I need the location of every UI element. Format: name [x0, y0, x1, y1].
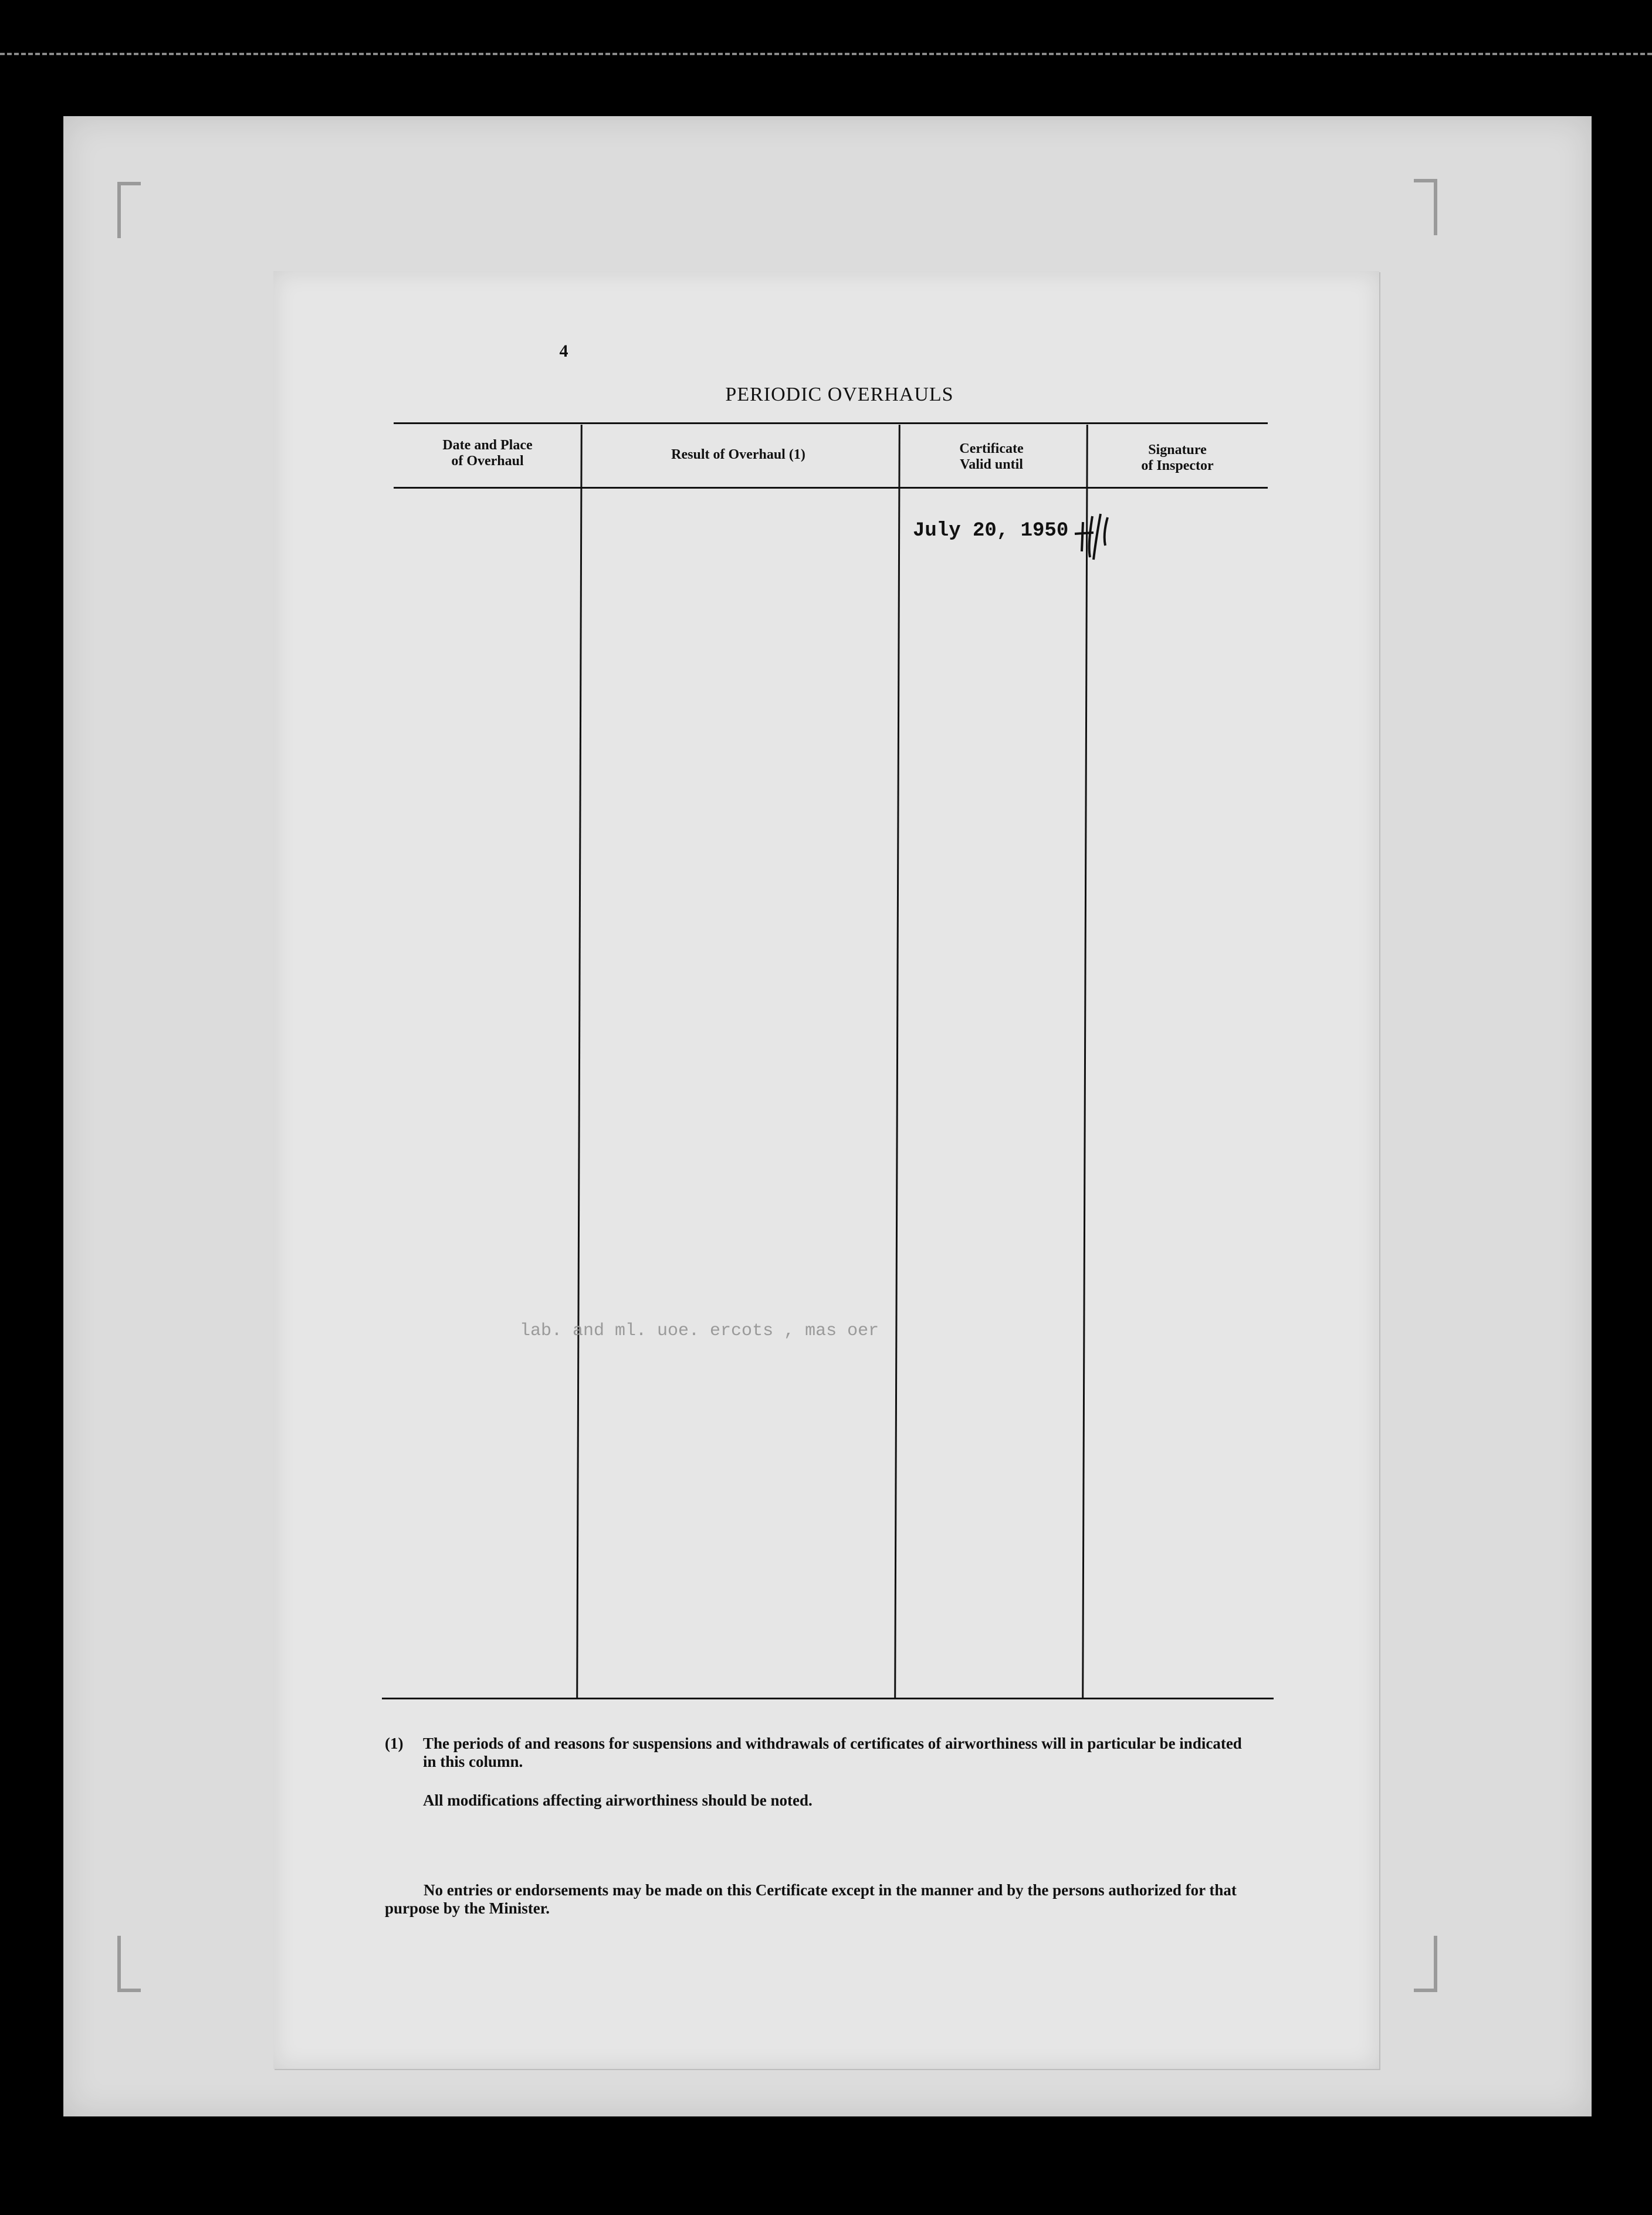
corner-mark-top-right	[1414, 179, 1437, 235]
inspector-initials-mark	[1070, 510, 1123, 563]
corner-mark-bottom-right	[1414, 1936, 1437, 1992]
table-top-rule	[394, 422, 1268, 424]
page-title: PERIODIC OVERHAULS	[725, 384, 954, 405]
table-header-rule	[394, 487, 1268, 489]
table-cell-valid-until: July 20, 1950	[913, 520, 1069, 542]
footnote-modifications: All modifications affecting airworthiness should be noted.	[423, 1791, 813, 1809]
footnote-suspensions: The periods of and reasons for suspensions and withdrawals of certificates of airworthiness will in particular be indicated in this column.	[423, 1735, 1242, 1770]
column-divider	[894, 425, 901, 1699]
footnote-marker: (1)	[385, 1735, 404, 1752]
scan-border-dash	[0, 53, 1652, 55]
page-number: 4	[559, 341, 568, 361]
corner-mark-bottom-left	[117, 1936, 141, 1992]
corner-mark-top-left	[117, 182, 141, 238]
table-bottom-rule	[382, 1698, 1274, 1699]
endorsement-notice: No entries or endorsements may be made on this Certificate except in the manner and by the persons authorized for that purpose by the Minister.	[385, 1881, 1237, 1917]
column-header-valid-until: Certificate Valid until	[959, 441, 1024, 472]
column-divider	[576, 425, 583, 1699]
column-header-signature: Signature of Inspector	[1141, 442, 1214, 473]
column-header-date-place: Date and Place of Overhaul	[442, 438, 533, 469]
bleed-through-text: lab. and ml. uoe. ercots , mas oer	[520, 1321, 879, 1341]
column-divider	[1082, 425, 1088, 1699]
certificate-page	[273, 271, 1379, 2069]
column-header-result: Result of Overhaul (1)	[671, 447, 805, 462]
